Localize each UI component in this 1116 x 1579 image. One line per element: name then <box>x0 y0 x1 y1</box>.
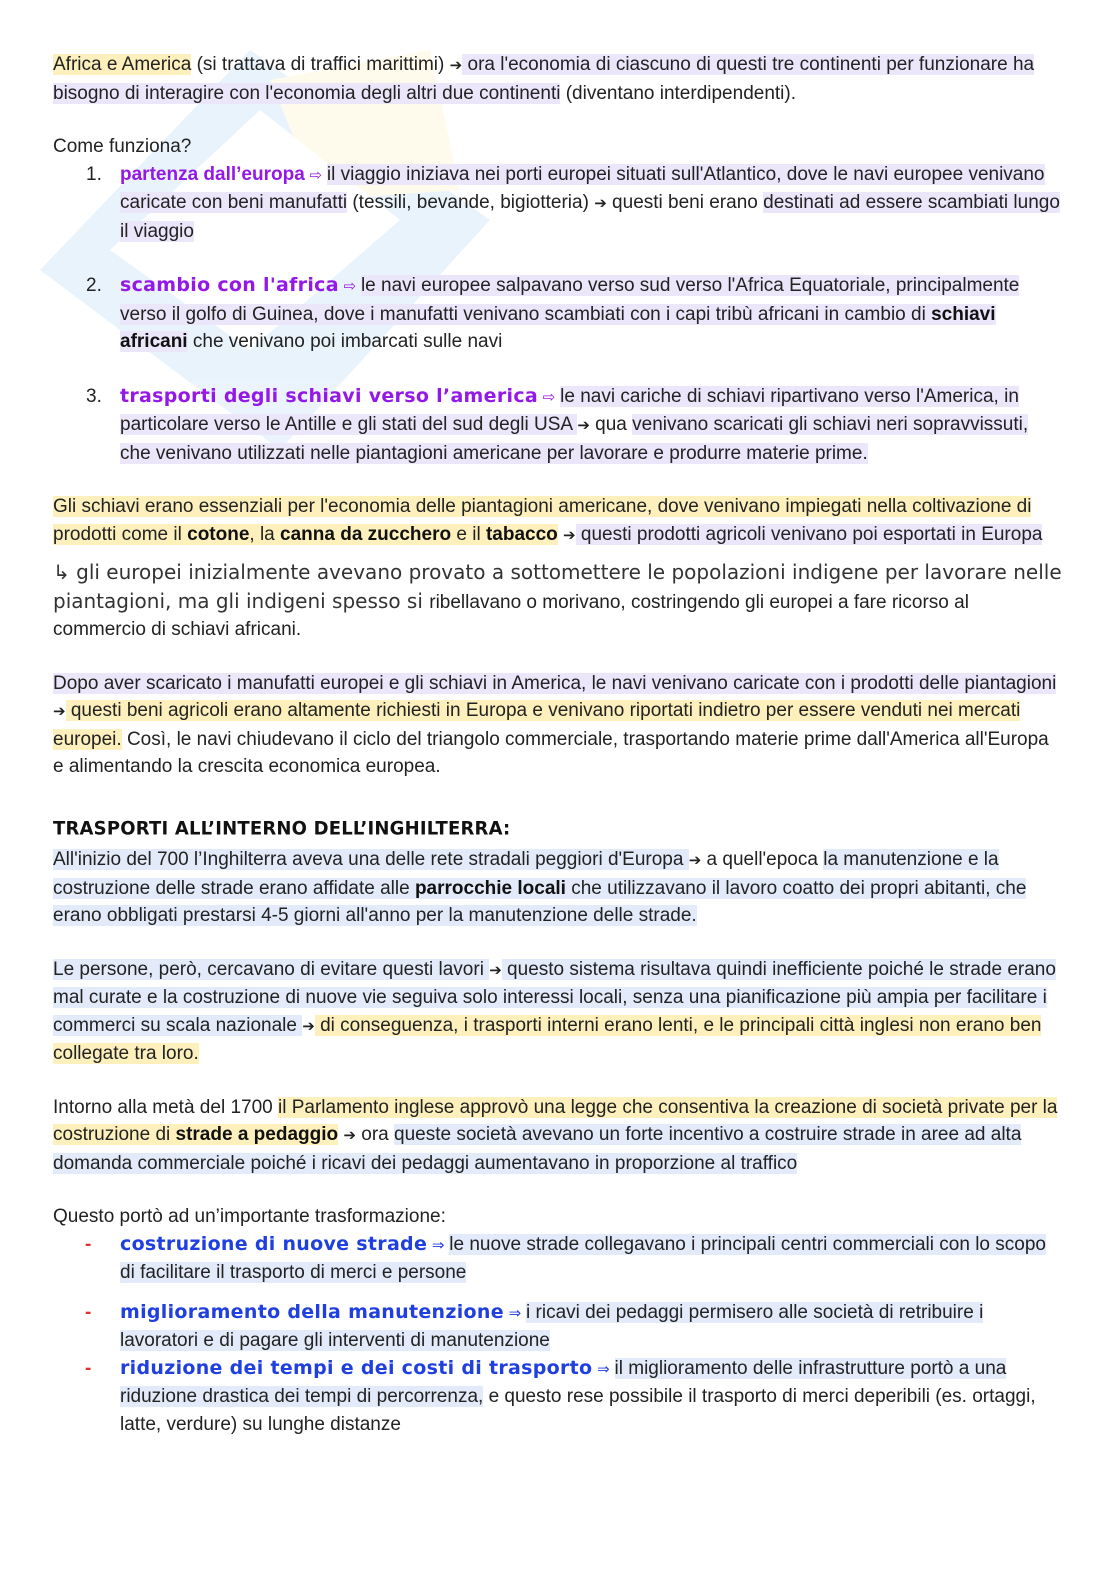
paragraph-inefficiency: Le persone, però, cercavano di evitare questi lavori ➔ questo sistema risultava quindi inefficiente poiché le strade erano mal curate e la costruzione di nuove vie seguiva solo interessi locali, senza una pianificazione più ampia per facilitare i commerci su scala nazionale ➔ di conseguenza, i trasporti interni erano lenti, e le principali città inglesi non erano ben collegate tra loro. <box>53 958 1056 1064</box>
bullet-title: riduzione dei tempi e dei costi di trasporto <box>120 1356 593 1379</box>
list-item: - riduzione dei tempi e dei costi di trasporto ⇒ il miglioramento delle infrastrutture portò a una riduzione drastica dei tempi di percorrenza, e questo rese possibile il trasporto di merci deperibili (es. ortaggi, latte, verdure) su lunghe distanze <box>85 1356 1036 1435</box>
arrow-icon: ➔ <box>343 1126 356 1144</box>
return-arrow-icon: ↳ <box>53 560 70 584</box>
step-title: trasporti degli schiavi verso l’america <box>120 384 539 407</box>
arrow-icon: ➔ <box>53 702 66 720</box>
arrow-icon: ➔ <box>302 1016 315 1035</box>
intro-paragraph: Africa e America (si trattava di traffici marittimi) ➔ ora l'economia di ciascuno di questi tre continenti per funzionare ha bisogno di interagire con l'economia degli altri due continenti (diventano interdipendenti). <box>53 54 1035 104</box>
step-title: scambio con l'africa <box>120 274 339 296</box>
question-text: Come funziona? <box>53 136 192 157</box>
arrow-icon: ➔ <box>449 56 463 74</box>
list-item: 2. scambio con l'africa ⇨ le navi europee salpavano verso sud verso l'Africa Equatoriale, principalmente verso il golfo di Guinea, dove i manufatti venivano scambiati con i capi tribù africani in cambio di schiavi africani che venivano poi imbarcati sulle navi <box>86 274 1020 352</box>
steps-list <box>53 161 1063 468</box>
arrow-icon: ➔ <box>563 525 576 544</box>
step-title: partenza dall’europa <box>120 163 305 185</box>
arrow-icon: ➔ <box>594 194 607 212</box>
bullet-title: costruzione di nuove strade <box>120 1232 428 1255</box>
double-arrow-icon: ⇒ <box>503 1303 527 1322</box>
list-item: 3. trasporti degli schiavi verso l’america ⇨ le navi cariche di schiavi ripartivano verso l'America, in particolare verso le Antille e gli stati del sud degli USA ➔ qua venivano scaricati gli schiavi neri sopravvissuti, che venivano utilizzati nelle piantagioni americane per lavorare e produrre materie prime. <box>86 384 1029 464</box>
document-page <box>53 51 1063 1438</box>
trasformazione-text: Questo portò ad un’importante trasformazione: <box>53 1206 446 1227</box>
list-item: - costruzione di nuove strade ⇒ le nuove strade collegavano i principali centri commerciali con lo scopo di facilitare il trasporto di merci e persone <box>85 1232 1046 1283</box>
double-arrow-icon: ⇨ <box>538 387 561 406</box>
plantations-paragraph: Gli schiavi erano essenziali per l'economia delle piantagioni americane, dove venivano impiegati nella coltivazione di prodotti come il cotone, la canna da zucchero e il tabacco ➔ questi prodotti agricoli venivano poi esportati in Europa <box>53 496 1043 545</box>
indigeni-paragraph: ↳ gli europei inizialmente avevano provato a sottomettere le popolazioni indigene per lavorare nelle piantagioni, ma gli indigeni spesso si ribellavano o morivano, costringendo gli europei a fare ricorso al commercio di schiavi africani. <box>53 560 1062 640</box>
section-heading: TRASPORTI ALL’INTERNO DELL’INGHILTERRA: <box>53 816 511 840</box>
paragraph-parliament: Intorno alla metà del 1700 il Parlamento inglese approvò una legge che consentiva la creazione di società private per la costruzione di strade a pedaggio ➔ ora queste società avevano un forte incentivo a costruire strade in aree ad alta domanda commerciale poiché i ricavi dei pedaggi aumentavano in proporzione al traffico <box>53 1096 1058 1174</box>
list-item: 1. partenza dall’europa ⇨ il viaggio iniziava nei porti europei situati sull'Atlantico, dove le navi europee venivano caricate con beni manufatti (tessili, bevande, bigiotteria) ➔ questi beni erano destinati ad essere scambiati lungo il viaggio <box>86 163 1060 242</box>
double-arrow-icon: ⇨ <box>304 165 327 184</box>
bullet-title: miglioramento della manutenzione <box>120 1300 504 1323</box>
double-arrow-icon: ⇒ <box>592 1359 615 1378</box>
ritorno-paragraph: Dopo aver scaricato i manufatti europei e gli schiavi in America, le navi venivano caricate con i prodotti delle piantagioni ➔ questi beni agricoli erano altamente richiesti in Europa e venivano riportati indietro per essere venduti nei mercati europei. Così, le navi chiudevano il ciclo del triangolo commerciale, trasportando materie prime dall'America all'Europa e alimentando la crescita economica europea. <box>53 672 1057 777</box>
paragraph-road-network: All'inizio del 700 l’Inghilterra aveva una delle rete stradali peggiori d'Europa ➔ a quell'epoca la manutenzione e la costruzione delle strade erano affidate alle parrocchie locali che utilizzavano il lavoro coatto dei propri abitanti, che erano obbligati prestarsi 4-5 giorni all'anno per la manutenzione delle strade. <box>53 849 1027 926</box>
double-arrow-icon: ⇨ <box>338 277 361 295</box>
bullets-list <box>53 1231 1063 1439</box>
arrow-icon: ➔ <box>489 960 502 979</box>
list-item: - miglioramento della manutenzione ⇒ i ricavi dei pedaggi permisero alle società di retribuire i lavoratori e di pagare gli interventi di manutenzione <box>85 1300 984 1351</box>
arrow-icon: ➔ <box>688 851 702 869</box>
double-arrow-icon: ⇒ <box>427 1235 450 1254</box>
arrow-icon: ➔ <box>577 416 590 434</box>
